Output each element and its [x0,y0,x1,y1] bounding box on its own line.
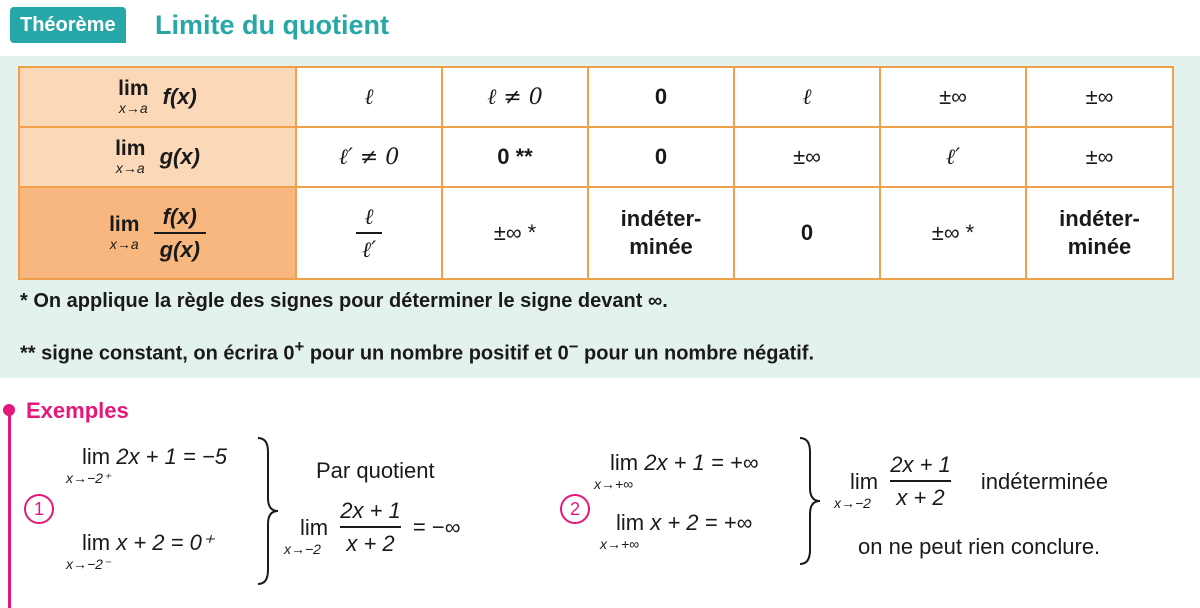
row-header-g: lim x→a g(x) [19,127,296,187]
table-cell: ±∞ [1026,127,1173,187]
example-number-2: 2 [560,494,590,524]
example-number-1: 1 [24,494,54,524]
table-cell: ℓ′ [880,127,1026,187]
table-cell: indéter- minée [1026,187,1173,279]
table-cell: ±∞ [880,67,1026,127]
table-cell: 0 [588,127,734,187]
theorem-title: Limite du quotient [155,10,389,40]
right-brace-icon [254,436,284,586]
table-cell: ±∞ [1026,67,1173,127]
table-cell: 0 [734,187,880,279]
example1-line1: lim x→−2⁺ 2x + 1 = −5 [66,444,227,486]
table-cell: ±∞ [734,127,880,187]
example2-conclusion: lim x→−2 $\frac{2x + 1}{x + 2}$ indéterminée [834,452,1109,511]
row-header-quotient: lim x→a $\frac{f(x)}{g(x)}$ [19,187,296,279]
examples-side-bar [8,412,11,608]
table-cell: ℓ ≠ 0 [442,67,588,127]
theorem-badge: Théorème [10,7,126,43]
example1-line2: lim x→−2⁻ x + 2 = 0⁺ [66,530,214,572]
example1-conclusion-label: Par quotient [316,458,435,483]
table-cell: ℓ [734,67,880,127]
row-header-f: lim x→a f(x) [19,67,296,127]
table-row-quotient [19,187,1173,279]
table-cell: indéter- minée [588,187,734,279]
example2-line2: lim x→+∞ x + 2 = +∞ [600,510,753,552]
table-cell: ℓ′ ≠ 0 [296,127,442,187]
table-cell: ℓ [296,67,442,127]
table-row-f [19,67,1173,127]
table-cell: $\frac{\text{ℓ}}{\text{ℓ′}}$ [296,187,442,279]
right-brace-icon [796,436,826,566]
example1-conclusion: lim x→−2 $\frac{2x + 1}{x + 2}$ = −∞ [284,498,461,557]
footnote-signs: * On applique la règle des signes pour déterminer le signe devant ∞. [20,290,668,312]
table-row-g [19,127,1173,187]
table-cell: ±∞ * [880,187,1026,279]
limits-table [18,66,1174,280]
example2-line1: lim x→+∞ 2x + 1 = +∞ [594,450,759,492]
footnote-constant-sign: ** signe constant, on écrira 0+ pour un nombre positif et 0− pour un nombre négatif. [20,337,814,365]
table-cell: 0 [588,67,734,127]
theorem-header [0,0,1200,56]
examples-label: Exemples [26,398,129,423]
example2-conclusion-text: on ne peut rien conclure. [858,534,1101,559]
table-cell: ±∞ * [442,187,588,279]
table-cell: 0 ** [442,127,588,187]
